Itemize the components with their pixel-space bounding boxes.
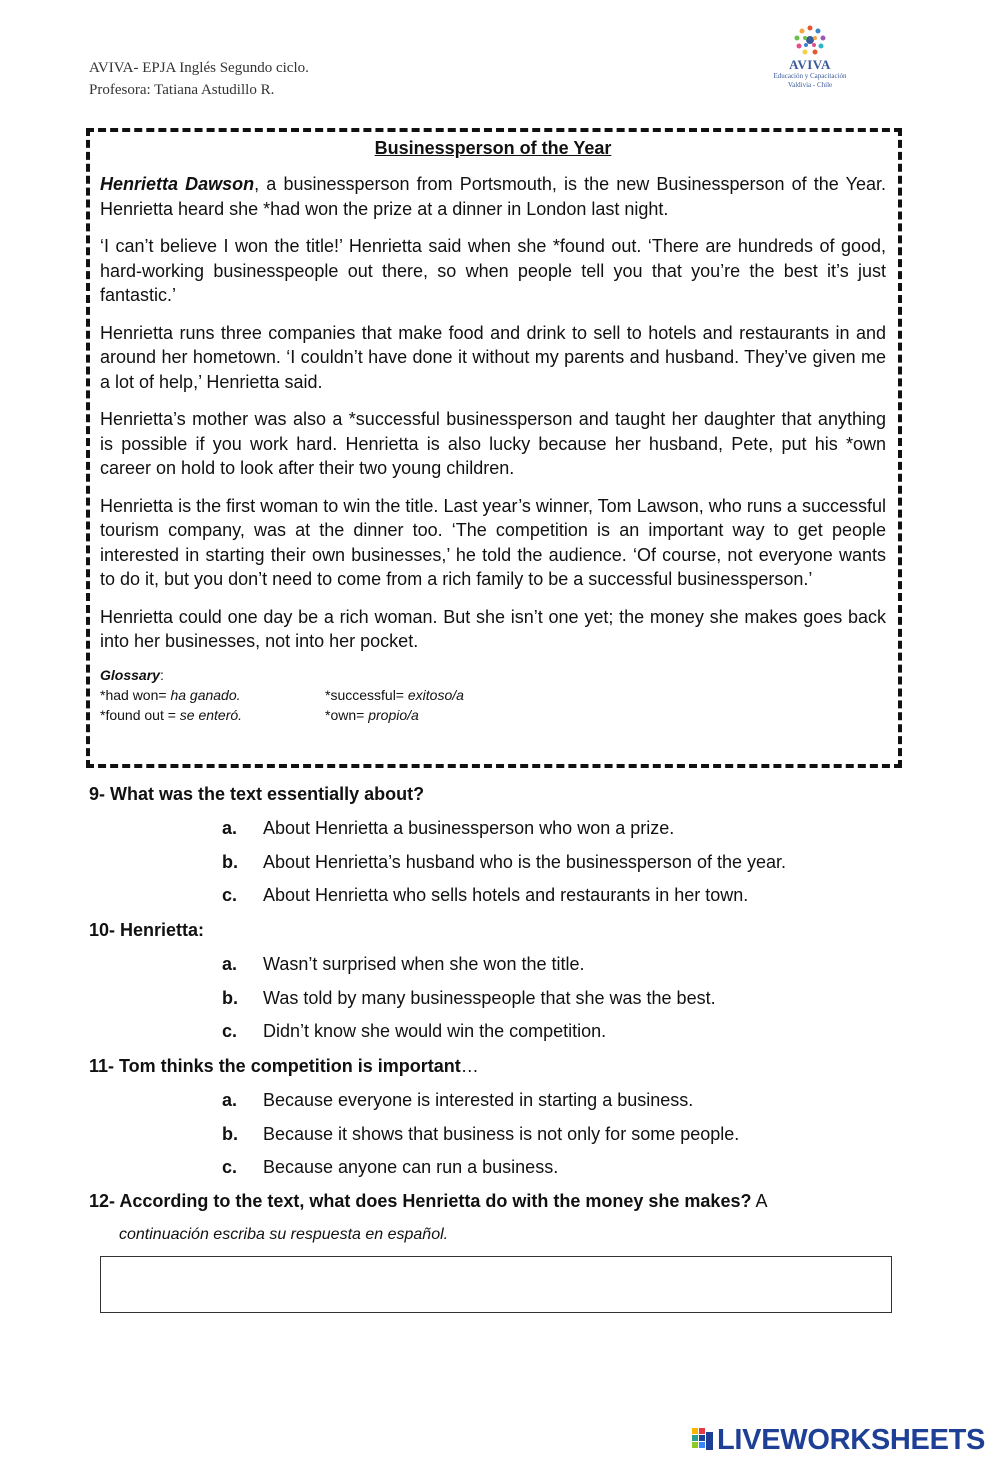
question-12: 12- According to the text, what does Henrietta do with the money she makes? A <box>89 1191 768 1211</box>
glossary-item: *had won= ha ganado. <box>100 686 241 703</box>
question-9: 9- What was the text essentially about? <box>89 784 425 804</box>
glossary-title: Glossary <box>100 666 160 683</box>
liveworksheets-icon <box>692 1428 714 1452</box>
glossary: Glossary: *had won= ha ganado. *successful= exitoso/a *found out = se enteró. *own= propio/a <box>100 666 464 723</box>
liveworksheets-logo <box>692 1425 985 1455</box>
aviva-logo <box>760 24 860 90</box>
glossary-item: *own= propio/a <box>325 706 419 723</box>
option-9b[interactable]: b. About Henrietta’s husband who is the businessperson of the year. <box>222 851 787 872</box>
answer-instruction: continuación escriba su respuesta en español. <box>119 1226 449 1243</box>
question-9-options <box>89 816 786 917</box>
aviva-figures-icon <box>792 24 828 58</box>
glossary-item: *successful= exitoso/a <box>325 686 464 703</box>
option-9a[interactable]: a. About Henrietta a businessperson who won a prize. <box>222 818 675 838</box>
option-10c[interactable]: c. Didn’t know she would win the competition. <box>222 1021 607 1041</box>
option-9c[interactable]: c. About Henrietta who sells hotels and restaurants in her town. <box>222 885 749 905</box>
article-title: Businessperson of the Year <box>374 138 612 158</box>
article-paragraph-6: Henrietta could one day be a rich woman. But she isn’t one yet; the money she makes goes back into her businesses, not into her pocket. <box>100 606 886 651</box>
article-paragraph-2: ‘I can’t believe I won the title!’ Henrietta said when she *found out. ‘There are hundreds of good, hard-working businesspeople out there, so when people tell you that you’re the best it’s just fantastic.’ <box>100 236 886 305</box>
question-11: 11- Tom thinks the competition is important… <box>89 1056 479 1076</box>
course-line: AVIVA- EPJA Inglés Segundo ciclo. <box>89 60 309 76</box>
article-paragraph-5: Henrietta is the first woman to win the title. Last year’s winner, Tom Lawson, who runs a successful tourism company, was at the dinner too. ‘The competition is an important way to get people interested in starting their own businesses,’ he told the audience. ‘Of course, not everyone wants to do it, but you don’t need to come from a rich family to be a successful businessperson.’ <box>100 495 886 589</box>
option-10b[interactable]: b. Was told by many businesspeople that she was the best. <box>222 987 716 1008</box>
answer-12-textbox[interactable] <box>100 1256 892 1313</box>
liveworksheets-wordmark: LIVEWORKSHEETS <box>717 1424 986 1456</box>
option-11b[interactable]: b. Because it shows that business is not only for some people. <box>222 1123 740 1144</box>
glossary-item: *found out = se enteró. <box>100 706 243 723</box>
teacher-line: Profesora: Tatiana Astudillo R. <box>89 82 275 98</box>
article-paragraph-1: Henrietta Dawson, a businessperson from Portsmouth, is the new Businessperson of the Year. Henrietta heard she *had won the prize at a dinner in London last night. <box>100 174 886 219</box>
document-header <box>89 57 309 101</box>
reading-article <box>100 136 886 725</box>
option-10a[interactable]: a. Wasn’t surprised when she won the title. <box>222 954 585 974</box>
article-paragraph-4: Henrietta’s mother was also a *successful businessperson and taught her daughter that anything is possible if you work hard. Henrietta is also lucky because her husband, Pete, put his *own career on hold to look after their two young children. <box>100 409 886 478</box>
question-10: 10- Henrietta: <box>89 920 205 940</box>
protagonist-name: Henrietta Dawson <box>100 174 255 194</box>
logo-name: AVIVA <box>789 57 831 72</box>
option-11a[interactable]: a. Because everyone is interested in starting a business. <box>222 1090 694 1110</box>
logo-subtitle: Educación y Capacitación <box>773 72 847 80</box>
question-11-options <box>89 1088 739 1189</box>
option-11c[interactable]: c. Because anyone can run a business. <box>222 1157 559 1177</box>
article-paragraph-3: Henrietta runs three companies that make food and drink to sell to hotels and restaurants in and around her hometown. ‘I couldn’t have done it without my parents and husband. They’ve given me a lot of help,’ Henrietta said. <box>100 322 886 392</box>
logo-location: Valdivia - Chile <box>787 81 833 89</box>
question-10-options <box>89 952 716 1053</box>
